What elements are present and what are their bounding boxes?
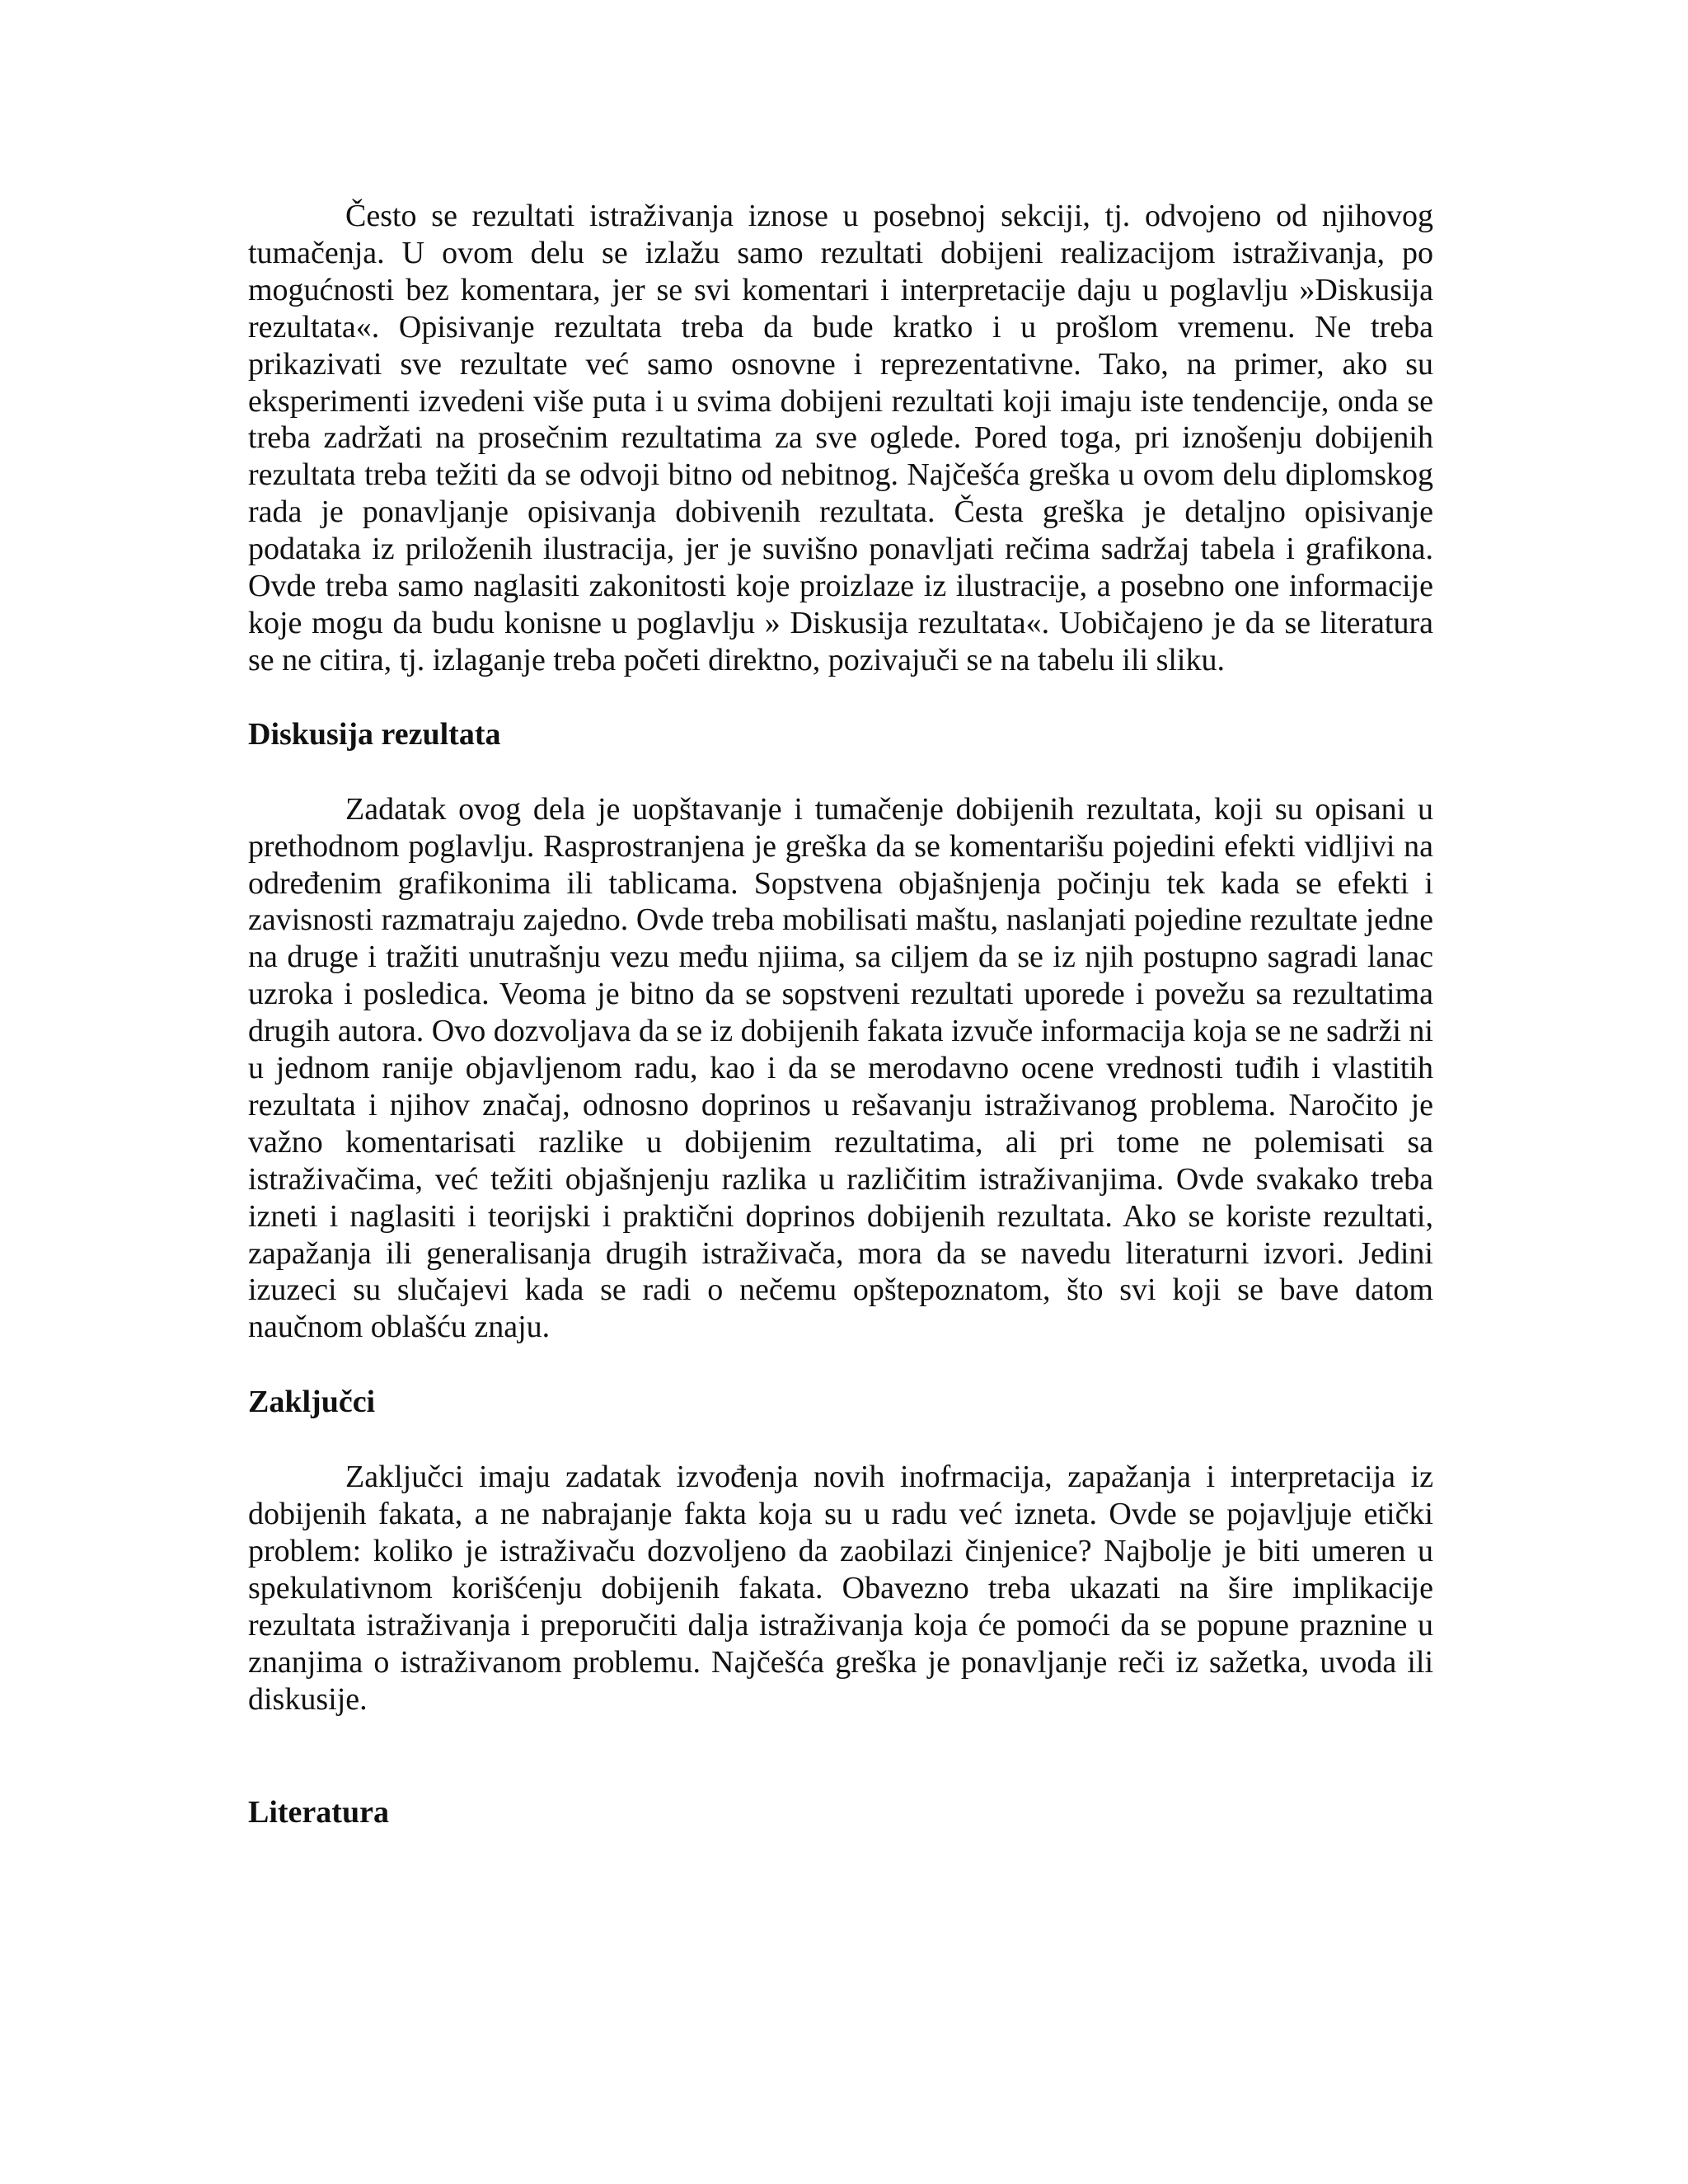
- section-heading-discussion: Diskusija rezultata: [248, 716, 501, 752]
- document-body: [248, 198, 1433, 1830]
- section-heading-literature: Literatura: [248, 1794, 389, 1830]
- section-heading-conclusions: Zaključci: [248, 1385, 376, 1420]
- discussion-paragraph: Zadatak ovog dela je uopštavanje i tumačenje dobijenih rezultata, koji su opisani u prethodnom poglavlju. Rasprostranjena je greška da se komentarišu pojedini efekti vidljivi na određenim grafikonima ili tablicama. Sopstvena objašnjenja počinju tek kada se efekti i zavisnosti razmatraju zajedno. Ovde treba mobilisati maštu, naslanjati pojedine rezultate jedne na druge i tražiti unutrašnju vezu među njiima, sa ciljem da se iz njih postupno sagradi lanac uzroka i posledica. Veoma je bitno da se sopstveni rezultati uporede i povežu sa rezultatima drugih autora. Ovo dozvoljava da se iz dobijenih fakata izvuče informacija koja se ne sadrži ni u jednom ranije objavljenom radu, kao i da se merodavno ocene vrednosti tuđih i vlastitih rezultata i njihov značaj, odnosno doprinos u rešavanju istraživanog problema. Naročito je važno komentarisati razlike u dobijenim rezultatima, ali pri tome ne polemisati sa istraživačima, već težiti objašnjenju razlika u različitim istraživanjima. Ovde svakako treba izneti i naglasiti i teorijski i praktični doprinos dobijenih rezultata. Ako se koriste rezultati, zapažanja ili generalisanja drugih istraživača, mora da se navedu literaturni izvori. Jedini izuzeci su slučajevi kada se radi o nečemu opštepoznatom, što svi koji se bave datom naučnom oblašću znaju.: [248, 791, 1433, 1345]
- results-paragraph: Često se rezultati istraživanja iznose u posebnoj sekciji, tj. odvojeno od njihovog tumačenja. U ovom delu se izlažu samo rezultati dobijeni realizacijom istraživanja, po mogućnosti bez komentara, jer se svi komentari i interpretacije daju u poglavlju »Diskusija rezultata«. Opisivanje rezultata treba da bude kratko i u prošlom vremenu. Ne treba prikazivati sve rezultate već samo osnovne i reprezentativne. Tako, na primer, ako su eksperimenti izvedeni više puta i u svima dobijeni rezultati koji imaju iste tendencije, onda se treba zadržati na prosečnim rezultatima za sve oglede. Pored toga, pri iznošenju dobijenih rezultata treba težiti da se odvoji bitno od nebitnog. Najčešća greška u ovom delu diplomskog rada je ponavljanje opisivanja dobivenih rezultata. Česta greška je detaljno opisivanje podataka iz priloženih ilustracija, jer je suvišno ponavljati rečima sadržaj tabela i grafikona. Ovde treba samo naglasiti zakonitosti koje proizlaze iz ilustracije, a posebno one informacije koje mogu da budu konisne u poglavlju » Diskusija rezultata«. Uobičajeno je da se literatura se ne citira, tj. izlaganje treba početi direktno, pozivajuči se na tabelu ili sliku.: [248, 199, 1433, 677]
- conclusions-paragraph: Zaključci imaju zadatak izvođenja novih inofrmacija, zapažanja i interpretacija iz dobijenih fakata, a ne nabrajanje fakta koja su u radu već izneta. Ovde se pojavljuje etički problem: koliko je istraživaču dozvoljeno da zaobilazi činjenice? Najbolje je biti umeren u spekulativnom korišćenju dobijenih fakata. Obavezno treba ukazati na šire implikacije rezultata istraživanja i preporučiti dalja istraživanja koja će pomoći da se popune praznine u znanjima o istraživanom problemu. Najčešća greška je ponavljanje reči iz sažetka, uvoda ili diskusije.: [248, 1460, 1433, 1717]
